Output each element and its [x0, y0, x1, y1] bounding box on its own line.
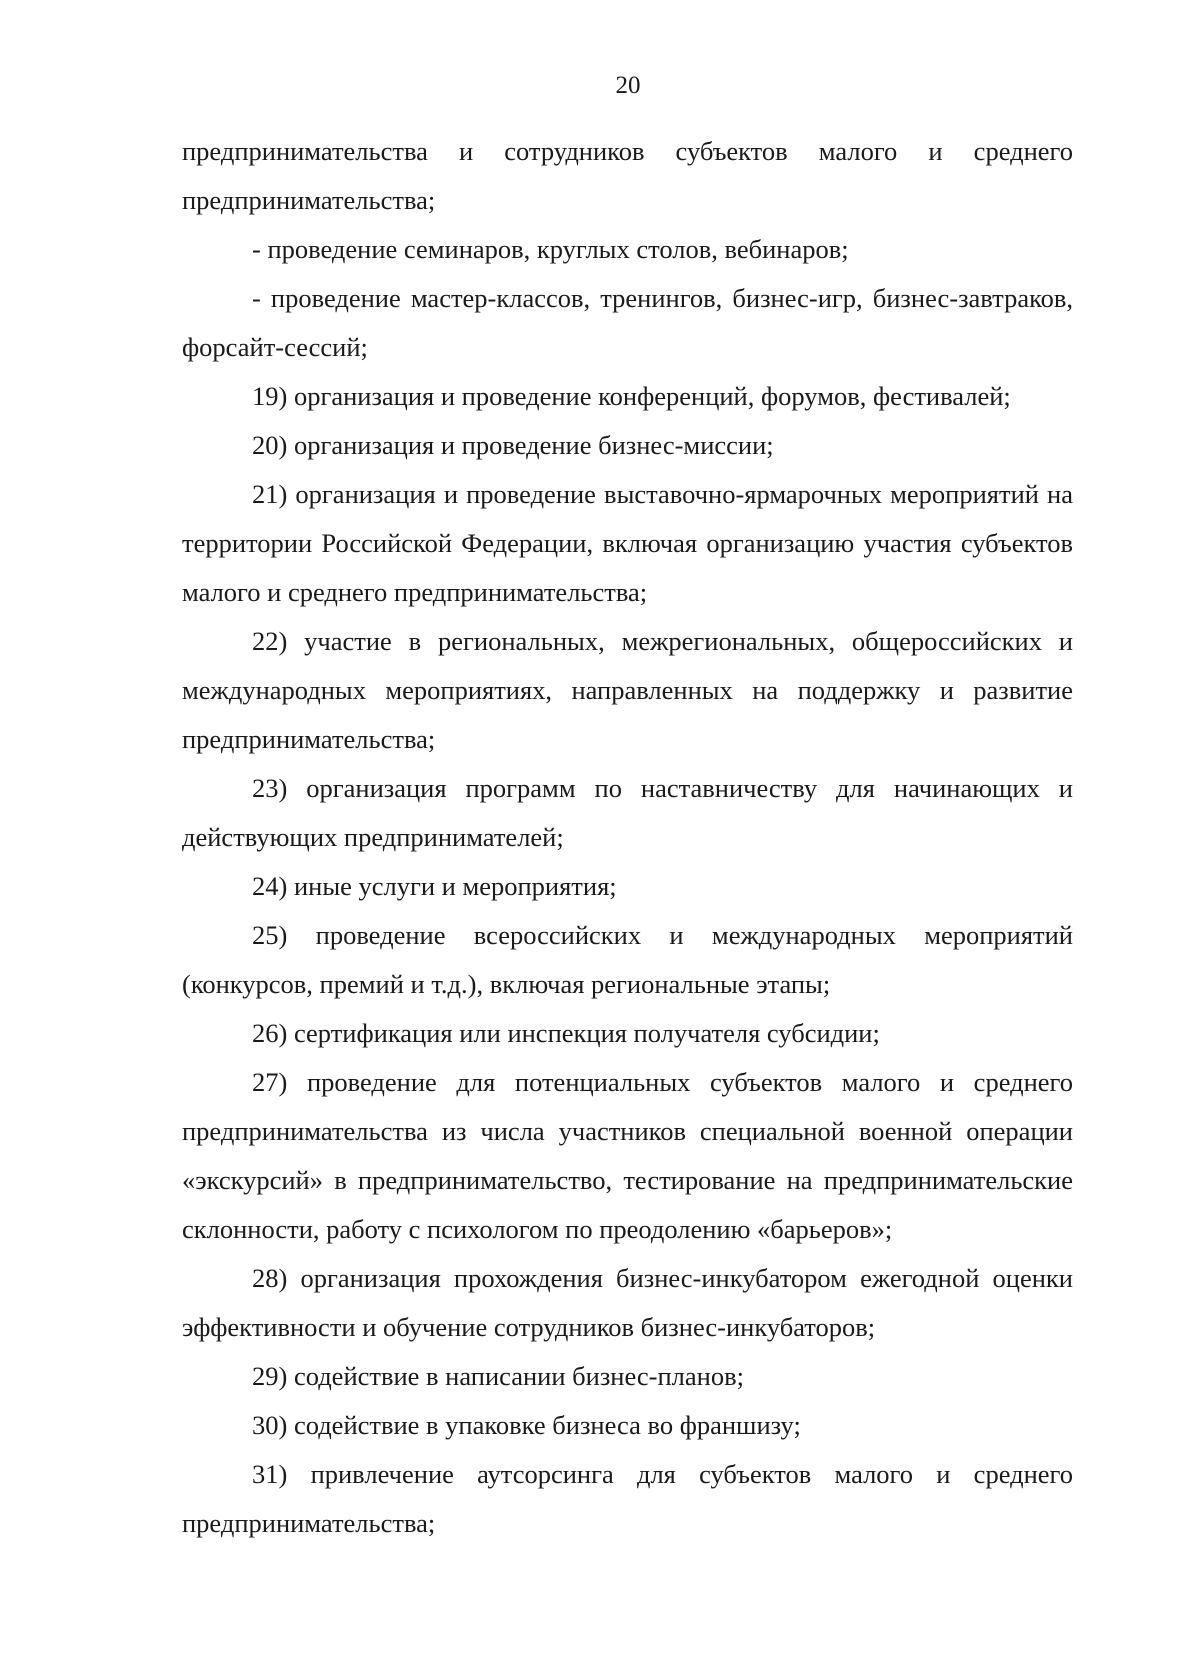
paragraph-item-24: 24) иные услуги и мероприятия; — [252, 871, 617, 901]
paragraph-item-27: 27) проведение для потенциальных субъектов малого и среднего предпринимательства из числа участников специальной военной операции «экскурсий» в предпринимательство, тестирование на предпринимательские склонности, работу с психологом по преодолению «барьеров»; — [182, 1067, 1073, 1244]
paragraph-item-20: 20) организация и проведение бизнес-миссии; — [252, 430, 774, 460]
paragraph-item-22: 22) участие в региональных, межрегиональных, общероссийских и международных мероприятиях, направленных на поддержку и развитие предпринимательства; — [182, 626, 1073, 754]
paragraph-item-19: 19) организация и проведение конференций, форумов, фестивалей; — [252, 381, 1011, 411]
paragraph-item-26: 26) сертификация или инспекция получателя субсидии; — [252, 1018, 880, 1048]
paragraph-continuation: предпринимательства и сотрудников субъектов малого и среднего предпринимательства; — [182, 136, 1073, 215]
paragraph-item-30: 30) содействие в упаковке бизнеса во франшизу; — [252, 1410, 801, 1440]
paragraph-item-25: 25) проведение всероссийских и международных мероприятий (конкурсов, премий и т.д.), включая региональные этапы; — [182, 920, 1073, 999]
paragraph-item-28: 28) организация прохождения бизнес-инкубатором ежегодной оценки эффективности и обучение сотрудников бизнес-инкубаторов; — [182, 1263, 1073, 1342]
paragraph-item-23: 23) организация программ по наставничеству для начинающих и действующих предпринимателей; — [182, 773, 1073, 852]
paragraph-item-29: 29) содействие в написании бизнес-планов; — [252, 1361, 744, 1391]
paragraph-item-21: 21) организация и проведение выставочно-ярмарочных мероприятий на территории Российской Федерации, включая организацию участия субъектов малого и среднего предпринимательства; — [182, 479, 1073, 607]
document-body — [182, 127, 1073, 1548]
page-number: 20 — [615, 72, 641, 99]
paragraph-item: - проведение семинаров, круглых столов, вебинаров; — [252, 234, 849, 264]
paragraph-item: - проведение мастер-классов, тренингов, бизнес-игр, бизнес-завтраков, форсайт-сессий; — [182, 283, 1073, 362]
paragraph-item-31: 31) привлечение аутсорсинга для субъектов малого и среднего предпринимательства; — [182, 1459, 1073, 1538]
